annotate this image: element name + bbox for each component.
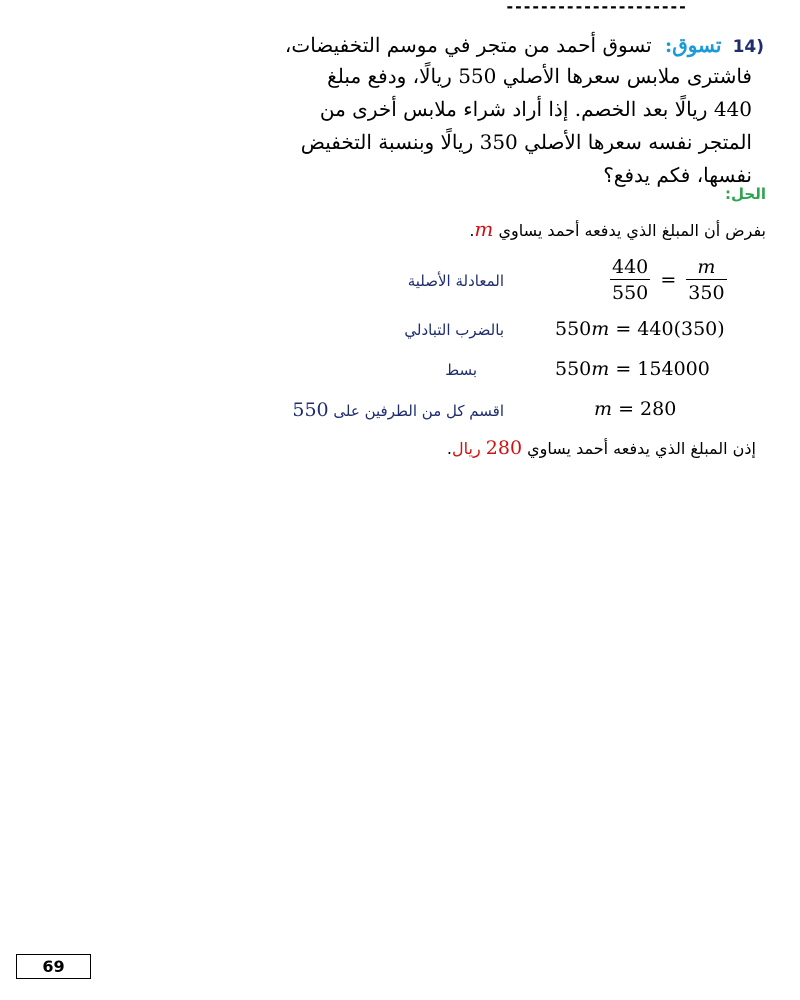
fraction-left bbox=[610, 256, 650, 304]
fraction-denominator: 550 bbox=[612, 282, 649, 304]
conclusion-period: . bbox=[446, 439, 453, 458]
equals-sign: = bbox=[660, 269, 677, 291]
assumption-line bbox=[469, 215, 766, 245]
step-note: بالضرب التبادلي bbox=[404, 321, 504, 339]
assumption-period: . bbox=[469, 221, 475, 240]
equation-cross-multiply: 550m = 440(350) bbox=[555, 318, 725, 340]
assumption-text: بفرض أن المبلغ الذي يدفعه أحمد يساوي bbox=[498, 221, 766, 240]
fraction-right bbox=[686, 256, 726, 304]
equation-proportion bbox=[610, 256, 727, 304]
question-label: تسوق: bbox=[664, 33, 722, 57]
answer-value: 280 ريال bbox=[452, 437, 523, 459]
question-header bbox=[285, 30, 764, 60]
question-first-line: تسوق أحمد من متجر في موسم التخفيضات، bbox=[284, 33, 652, 57]
question-line: المتجر نفسه سعرها الأصلي 350 ريالًا وبنسبة التخفيض bbox=[300, 130, 752, 154]
question-number: 14) bbox=[732, 37, 764, 57]
equation-result: m = 280 bbox=[594, 398, 677, 420]
step-note: المعادلة الأصلية bbox=[407, 272, 504, 290]
step-note: اقسم كل من الطرفين على 550 bbox=[292, 399, 504, 421]
step-note: بسط bbox=[445, 361, 477, 379]
solution-label: الحل: bbox=[725, 185, 766, 203]
note-number: 550 bbox=[292, 399, 329, 421]
conclusion-line bbox=[447, 434, 756, 463]
variable-m: m bbox=[474, 217, 494, 241]
page-number: 69 bbox=[16, 954, 91, 979]
separator-dashes: --------------------- bbox=[505, 0, 687, 14]
fraction-numerator: m bbox=[686, 256, 726, 280]
equation-simplify: 550m = 154000 bbox=[555, 358, 710, 380]
fraction-numerator: 440 bbox=[612, 256, 649, 278]
conclusion-text: إذن المبلغ الذي يدفعه أحمد يساوي bbox=[527, 439, 756, 458]
question-line: 440 ريالًا بعد الخصم. إذا أراد شراء ملابس أخرى من bbox=[319, 97, 752, 121]
fraction-denominator: 350 bbox=[688, 282, 725, 304]
question-line: فاشترى ملابس سعرها الأصلي 550 ريالًا، ودفع مبلغ bbox=[327, 64, 752, 88]
question-body bbox=[232, 60, 752, 192]
question-line: نفسها، فكم يدفع؟ bbox=[603, 163, 752, 187]
